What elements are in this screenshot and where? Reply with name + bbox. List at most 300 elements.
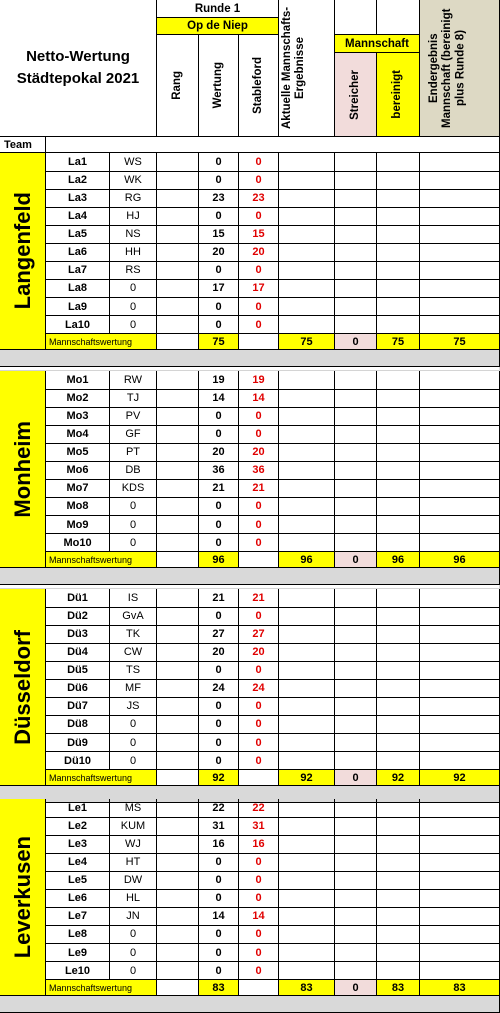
player-stableford-cell: 0 bbox=[239, 425, 279, 444]
empty-cell bbox=[335, 316, 377, 335]
empty-cell bbox=[157, 171, 199, 190]
empty-cell bbox=[420, 244, 500, 263]
empty-cell bbox=[335, 799, 377, 818]
player-id-cell: Le3 bbox=[46, 835, 110, 854]
empty-cell bbox=[420, 853, 500, 872]
player-stableford-cell: 21 bbox=[239, 589, 279, 608]
mannschaft-header: Mannschaft bbox=[335, 35, 420, 53]
player-stableford-cell: 27 bbox=[239, 625, 279, 644]
empty-cell bbox=[377, 225, 420, 244]
summary-wertung: 75 bbox=[199, 334, 239, 350]
player-initials-cell: 0 bbox=[110, 280, 157, 299]
player-id-cell: Le10 bbox=[46, 962, 110, 981]
empty-cell bbox=[420, 661, 500, 680]
summary-aktuelle: 92 bbox=[279, 770, 335, 786]
player-initials-cell: RS bbox=[110, 262, 157, 281]
player-initials-cell: MS bbox=[110, 799, 157, 818]
empty-cell bbox=[377, 926, 420, 945]
player-stableford-cell: 0 bbox=[239, 734, 279, 753]
summary-streicher: 0 bbox=[335, 552, 377, 568]
rang-header: Rang bbox=[157, 35, 199, 137]
player-wertung-cell: 36 bbox=[199, 462, 239, 481]
empty-cell bbox=[279, 225, 335, 244]
player-initials-cell: MF bbox=[110, 680, 157, 699]
empty-cell bbox=[279, 625, 335, 644]
empty-cell bbox=[335, 425, 377, 444]
player-id-cell: La2 bbox=[46, 171, 110, 190]
summary-wertung: 83 bbox=[199, 980, 239, 996]
empty-cell bbox=[157, 661, 199, 680]
empty-cell bbox=[335, 716, 377, 735]
player-initials-cell: TJ bbox=[110, 389, 157, 408]
empty-cell bbox=[377, 908, 420, 927]
empty-cell bbox=[335, 207, 377, 226]
player-id-cell: Le2 bbox=[46, 817, 110, 836]
empty-cell bbox=[377, 244, 420, 263]
player-wertung-cell: 21 bbox=[199, 480, 239, 499]
player-wertung-cell: 22 bbox=[199, 799, 239, 818]
player-wertung-cell: 0 bbox=[199, 153, 239, 172]
empty-cell bbox=[279, 462, 335, 481]
empty-cell bbox=[335, 908, 377, 927]
empty-cell bbox=[420, 298, 500, 317]
player-wertung-cell: 0 bbox=[199, 698, 239, 717]
empty-cell bbox=[420, 534, 500, 553]
streicher-header: Streicher bbox=[335, 53, 377, 137]
team-name-cell bbox=[0, 371, 46, 568]
player-id-cell: Dü8 bbox=[46, 716, 110, 735]
empty-cell bbox=[420, 908, 500, 927]
empty-cell bbox=[335, 280, 377, 299]
player-stableford-cell: 0 bbox=[239, 716, 279, 735]
empty-cell bbox=[420, 835, 500, 854]
empty-cell bbox=[377, 871, 420, 890]
player-initials-cell: RG bbox=[110, 189, 157, 208]
empty-cell bbox=[420, 926, 500, 945]
empty-cell bbox=[279, 371, 335, 390]
empty-cell bbox=[279, 316, 335, 335]
empty-cell bbox=[420, 189, 500, 208]
empty-cell bbox=[335, 516, 377, 535]
empty-cell bbox=[335, 890, 377, 909]
team-label: Team bbox=[0, 137, 46, 153]
summary-label: Mannschaftswertung bbox=[46, 770, 157, 786]
empty-cell bbox=[377, 680, 420, 699]
empty-cell bbox=[335, 926, 377, 945]
player-id-cell: Mo1 bbox=[46, 371, 110, 390]
player-stableford-cell: 20 bbox=[239, 643, 279, 662]
empty-cell bbox=[279, 425, 335, 444]
player-stableford-cell: 0 bbox=[239, 944, 279, 963]
empty-cell bbox=[157, 734, 199, 753]
empty-cell bbox=[377, 944, 420, 963]
empty-cell bbox=[279, 926, 335, 945]
empty-cell bbox=[157, 799, 199, 818]
empty-cell bbox=[377, 890, 420, 909]
empty-cell bbox=[157, 752, 199, 771]
empty-cell bbox=[279, 443, 335, 462]
player-initials-cell: GvA bbox=[110, 607, 157, 626]
empty-cell bbox=[279, 534, 335, 553]
empty-cell bbox=[157, 207, 199, 226]
blank-header-cell bbox=[377, 0, 420, 35]
player-initials-cell: JS bbox=[110, 698, 157, 717]
empty-cell bbox=[157, 189, 199, 208]
player-stableford-cell: 31 bbox=[239, 817, 279, 836]
empty-cell bbox=[420, 480, 500, 499]
empty-cell bbox=[420, 962, 500, 981]
player-id-cell: La9 bbox=[46, 298, 110, 317]
player-initials-cell: NS bbox=[110, 225, 157, 244]
empty-cell bbox=[279, 817, 335, 836]
empty-cell bbox=[279, 480, 335, 499]
empty-cell bbox=[157, 890, 199, 909]
player-id-cell: Le7 bbox=[46, 908, 110, 927]
empty-cell bbox=[157, 926, 199, 945]
empty-cell bbox=[335, 734, 377, 753]
player-id-cell: La3 bbox=[46, 189, 110, 208]
round-header: Runde 1 bbox=[157, 0, 279, 18]
empty-cell bbox=[420, 680, 500, 699]
summary-endergebnis: 92 bbox=[420, 770, 500, 786]
empty-cell bbox=[279, 835, 335, 854]
player-initials-cell: PV bbox=[110, 407, 157, 426]
player-wertung-cell: 0 bbox=[199, 171, 239, 190]
player-initials-cell: DW bbox=[110, 871, 157, 890]
empty-cell bbox=[157, 244, 199, 263]
empty-cell bbox=[420, 944, 500, 963]
player-id-cell: La8 bbox=[46, 280, 110, 299]
player-stableford-cell: 0 bbox=[239, 926, 279, 945]
empty-cell bbox=[335, 443, 377, 462]
player-wertung-cell: 16 bbox=[199, 835, 239, 854]
player-initials-cell: KUM bbox=[110, 817, 157, 836]
empty-cell bbox=[377, 498, 420, 517]
summary-rang-cell bbox=[157, 552, 199, 568]
player-stableford-cell: 17 bbox=[239, 280, 279, 299]
player-stableford-cell: 0 bbox=[239, 316, 279, 335]
player-stableford-cell: 23 bbox=[239, 189, 279, 208]
player-initials-cell: HJ bbox=[110, 207, 157, 226]
empty-cell bbox=[420, 316, 500, 335]
empty-cell bbox=[420, 716, 500, 735]
empty-cell bbox=[420, 389, 500, 408]
player-initials-cell: WJ bbox=[110, 835, 157, 854]
summary-bereinigt: 75 bbox=[377, 334, 420, 350]
empty-cell bbox=[157, 443, 199, 462]
player-wertung-cell: 24 bbox=[199, 680, 239, 699]
empty-cell bbox=[157, 280, 199, 299]
player-id-cell: Mo6 bbox=[46, 462, 110, 481]
summary-label: Mannschaftswertung bbox=[46, 552, 157, 568]
empty-cell bbox=[335, 817, 377, 836]
empty-cell bbox=[335, 589, 377, 608]
empty-cell bbox=[157, 871, 199, 890]
player-wertung-cell: 0 bbox=[199, 498, 239, 517]
player-initials-cell: HH bbox=[110, 244, 157, 263]
player-id-cell: Dü9 bbox=[46, 734, 110, 753]
empty-cell bbox=[157, 262, 199, 281]
player-id-cell: Le9 bbox=[46, 944, 110, 963]
player-initials-cell: 0 bbox=[110, 716, 157, 735]
player-initials-cell: PT bbox=[110, 443, 157, 462]
empty-cell bbox=[377, 734, 420, 753]
empty-cell bbox=[279, 680, 335, 699]
player-id-cell: Dü2 bbox=[46, 607, 110, 626]
player-initials-cell: GF bbox=[110, 425, 157, 444]
empty-cell bbox=[279, 262, 335, 281]
empty-cell bbox=[335, 298, 377, 317]
empty-cell bbox=[335, 189, 377, 208]
player-wertung-cell: 0 bbox=[199, 407, 239, 426]
player-stableford-cell: 36 bbox=[239, 462, 279, 481]
player-wertung-cell: 27 bbox=[199, 625, 239, 644]
empty-cell bbox=[157, 607, 199, 626]
player-id-cell: Dü4 bbox=[46, 643, 110, 662]
empty-cell bbox=[420, 817, 500, 836]
team-name: Düsseldorf bbox=[9, 629, 35, 745]
separator-row bbox=[0, 996, 500, 1013]
empty-cell bbox=[335, 498, 377, 517]
empty-cell bbox=[335, 871, 377, 890]
separator-row bbox=[0, 350, 500, 367]
empty-cell bbox=[420, 171, 500, 190]
empty-cell bbox=[420, 607, 500, 626]
empty-cell bbox=[377, 799, 420, 818]
player-initials-cell: RW bbox=[110, 371, 157, 390]
empty-cell bbox=[335, 225, 377, 244]
empty-cell bbox=[279, 244, 335, 263]
summary-bereinigt: 96 bbox=[377, 552, 420, 568]
player-initials-cell: TK bbox=[110, 625, 157, 644]
player-id-cell: Dü10 bbox=[46, 752, 110, 771]
player-wertung-cell: 0 bbox=[199, 661, 239, 680]
player-stableford-cell: 0 bbox=[239, 534, 279, 553]
player-initials-cell: 0 bbox=[110, 962, 157, 981]
player-wertung-cell: 0 bbox=[199, 262, 239, 281]
player-stableford-cell: 0 bbox=[239, 498, 279, 517]
player-initials-cell: IS bbox=[110, 589, 157, 608]
empty-cell bbox=[420, 625, 500, 644]
empty-cell bbox=[335, 607, 377, 626]
sheet-title: Netto-Wertung Städtepokal 2021 bbox=[0, 0, 157, 137]
empty-cell bbox=[377, 389, 420, 408]
player-wertung-cell: 0 bbox=[199, 890, 239, 909]
player-initials-cell: 0 bbox=[110, 926, 157, 945]
player-wertung-cell: 0 bbox=[199, 716, 239, 735]
empty-cell bbox=[420, 498, 500, 517]
empty-cell bbox=[420, 207, 500, 226]
empty-cell bbox=[279, 716, 335, 735]
player-initials-cell: 0 bbox=[110, 752, 157, 771]
player-wertung-cell: 14 bbox=[199, 908, 239, 927]
player-id-cell: La5 bbox=[46, 225, 110, 244]
empty-cell bbox=[279, 189, 335, 208]
empty-cell bbox=[279, 962, 335, 981]
player-wertung-cell: 0 bbox=[199, 871, 239, 890]
empty-cell bbox=[377, 171, 420, 190]
player-stableford-cell: 20 bbox=[239, 244, 279, 263]
empty-cell bbox=[377, 207, 420, 226]
summary-streicher: 0 bbox=[335, 980, 377, 996]
empty-cell bbox=[279, 661, 335, 680]
empty-cell bbox=[420, 153, 500, 172]
empty-cell bbox=[279, 407, 335, 426]
player-id-cell: Mo5 bbox=[46, 443, 110, 462]
summary-rang-cell bbox=[157, 770, 199, 786]
player-wertung-cell: 20 bbox=[199, 643, 239, 662]
team-name-cell bbox=[0, 799, 46, 996]
empty-cell bbox=[279, 752, 335, 771]
empty-cell bbox=[157, 962, 199, 981]
summary-streicher: 0 bbox=[335, 770, 377, 786]
player-id-cell: La10 bbox=[46, 316, 110, 335]
player-id-cell: Dü6 bbox=[46, 680, 110, 699]
player-stableford-cell: 24 bbox=[239, 680, 279, 699]
player-id-cell: Le5 bbox=[46, 871, 110, 890]
player-wertung-cell: 0 bbox=[199, 734, 239, 753]
stableford-header: Stableford bbox=[239, 35, 279, 137]
summary-bereinigt: 92 bbox=[377, 770, 420, 786]
empty-cell bbox=[377, 853, 420, 872]
player-initials-cell: WS bbox=[110, 153, 157, 172]
player-initials-cell: 0 bbox=[110, 534, 157, 553]
aktuelle-header: Aktuelle Mannschafts-Ergebnisse bbox=[279, 0, 335, 137]
player-stableford-cell: 0 bbox=[239, 298, 279, 317]
empty-cell bbox=[157, 835, 199, 854]
player-stableford-cell: 0 bbox=[239, 207, 279, 226]
player-id-cell: Le8 bbox=[46, 926, 110, 945]
player-stableford-cell: 0 bbox=[239, 890, 279, 909]
player-initials-cell: 0 bbox=[110, 316, 157, 335]
empty-cell bbox=[335, 625, 377, 644]
empty-cell bbox=[377, 643, 420, 662]
empty-cell bbox=[279, 890, 335, 909]
summary-aktuelle: 83 bbox=[279, 980, 335, 996]
empty-cell bbox=[377, 835, 420, 854]
player-stableford-cell: 0 bbox=[239, 607, 279, 626]
empty-cell bbox=[420, 407, 500, 426]
empty-cell bbox=[377, 480, 420, 499]
player-id-cell: Mo4 bbox=[46, 425, 110, 444]
player-wertung-cell: 0 bbox=[199, 534, 239, 553]
summary-stableford-cell bbox=[239, 334, 279, 350]
empty-cell bbox=[157, 534, 199, 553]
player-stableford-cell: 19 bbox=[239, 371, 279, 390]
player-wertung-cell: 0 bbox=[199, 207, 239, 226]
empty-cell bbox=[335, 680, 377, 699]
empty-cell bbox=[335, 389, 377, 408]
summary-endergebnis: 75 bbox=[420, 334, 500, 350]
player-wertung-cell: 0 bbox=[199, 853, 239, 872]
empty-cell bbox=[157, 371, 199, 390]
empty-cell bbox=[157, 589, 199, 608]
empty-cell bbox=[377, 443, 420, 462]
empty-cell bbox=[377, 962, 420, 981]
empty-cell bbox=[377, 407, 420, 426]
empty-cell bbox=[377, 817, 420, 836]
player-stableford-cell: 0 bbox=[239, 153, 279, 172]
player-id-cell: La7 bbox=[46, 262, 110, 281]
player-initials-cell: TS bbox=[110, 661, 157, 680]
empty-cell bbox=[335, 153, 377, 172]
empty-cell bbox=[377, 153, 420, 172]
player-stableford-cell: 0 bbox=[239, 407, 279, 426]
player-initials-cell: KDS bbox=[110, 480, 157, 499]
empty-cell bbox=[377, 298, 420, 317]
player-id-cell: Mo10 bbox=[46, 534, 110, 553]
empty-cell bbox=[157, 516, 199, 535]
player-initials-cell: JN bbox=[110, 908, 157, 927]
empty-cell bbox=[377, 589, 420, 608]
empty-cell bbox=[157, 462, 199, 481]
player-wertung-cell: 0 bbox=[199, 316, 239, 335]
empty-cell bbox=[420, 871, 500, 890]
empty-cell bbox=[279, 799, 335, 818]
player-wertung-cell: 23 bbox=[199, 189, 239, 208]
empty-cell bbox=[279, 153, 335, 172]
summary-stableford-cell bbox=[239, 770, 279, 786]
empty-cell bbox=[157, 316, 199, 335]
empty-cell bbox=[377, 516, 420, 535]
blank-header-cell bbox=[335, 0, 377, 35]
summary-rang-cell bbox=[157, 980, 199, 996]
player-stableford-cell: 0 bbox=[239, 661, 279, 680]
empty-cell bbox=[335, 944, 377, 963]
player-wertung-cell: 15 bbox=[199, 225, 239, 244]
player-id-cell: Dü1 bbox=[46, 589, 110, 608]
player-stableford-cell: 21 bbox=[239, 480, 279, 499]
empty-cell bbox=[420, 371, 500, 390]
empty-cell bbox=[420, 225, 500, 244]
empty-cell bbox=[377, 607, 420, 626]
empty-cell bbox=[279, 871, 335, 890]
player-id-cell: Mo3 bbox=[46, 407, 110, 426]
player-id-cell: Mo9 bbox=[46, 516, 110, 535]
player-initials-cell: 0 bbox=[110, 734, 157, 753]
player-initials-cell: HT bbox=[110, 853, 157, 872]
summary-endergebnis: 96 bbox=[420, 552, 500, 568]
empty-cell bbox=[279, 516, 335, 535]
empty-cell bbox=[335, 661, 377, 680]
empty-cell bbox=[420, 643, 500, 662]
empty-cell bbox=[335, 534, 377, 553]
player-id-cell: La4 bbox=[46, 207, 110, 226]
empty-cell bbox=[377, 280, 420, 299]
player-wertung-cell: 0 bbox=[199, 752, 239, 771]
empty-cell bbox=[335, 407, 377, 426]
player-initials-cell: 0 bbox=[110, 498, 157, 517]
empty-cell bbox=[157, 698, 199, 717]
empty-cell bbox=[157, 153, 199, 172]
player-stableford-cell: 0 bbox=[239, 962, 279, 981]
summary-bereinigt: 83 bbox=[377, 980, 420, 996]
empty-cell bbox=[157, 643, 199, 662]
summary-wertung: 92 bbox=[199, 770, 239, 786]
endergebnis-header: Endergebnis Mannschaft (bereinigt plus Runde 8) bbox=[420, 0, 500, 137]
bereinigt-header: bereinigt bbox=[377, 53, 420, 137]
summary-aktuelle: 75 bbox=[279, 334, 335, 350]
player-stableford-cell: 0 bbox=[239, 171, 279, 190]
empty-cell bbox=[420, 443, 500, 462]
team-name-cell bbox=[0, 153, 46, 350]
empty-cell bbox=[157, 680, 199, 699]
empty-cell bbox=[377, 262, 420, 281]
empty-cell bbox=[377, 661, 420, 680]
empty-cell bbox=[420, 589, 500, 608]
empty-cell bbox=[335, 480, 377, 499]
empty-cell bbox=[377, 752, 420, 771]
